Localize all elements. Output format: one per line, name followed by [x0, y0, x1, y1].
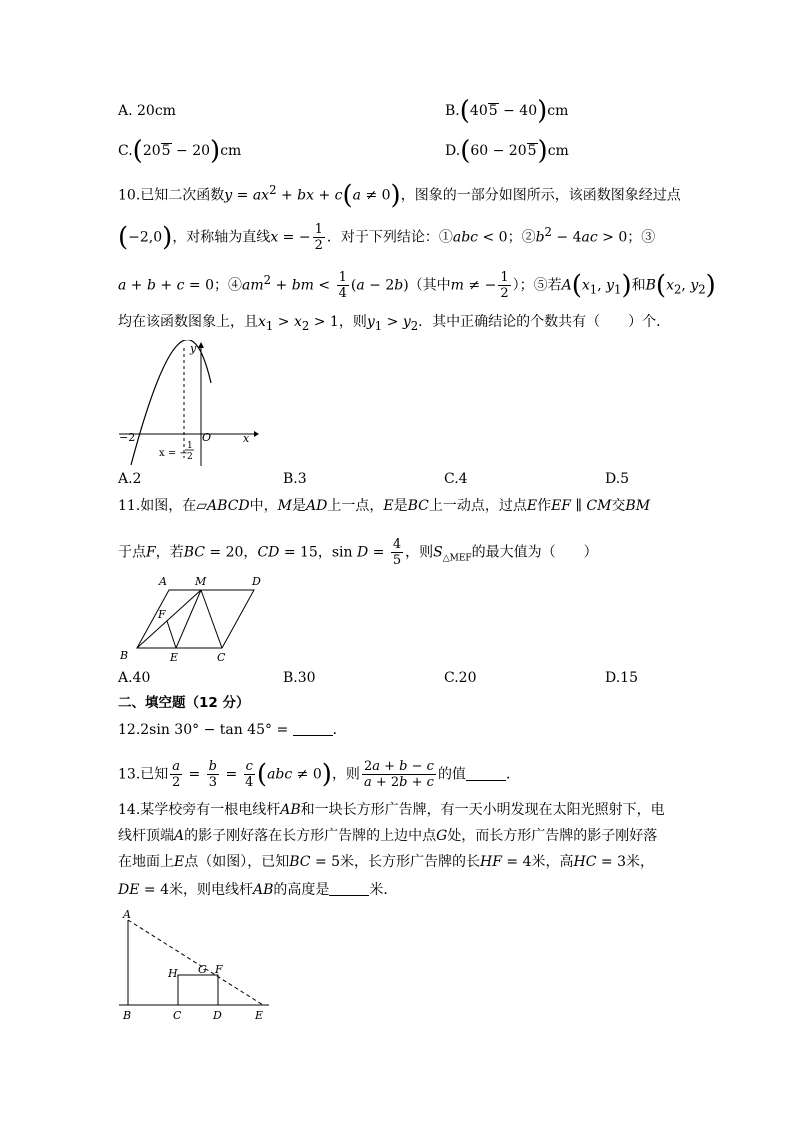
- q10-option-c: C.4: [444, 471, 468, 487]
- svg-text:F: F: [158, 608, 166, 621]
- q11-option-a: A.40: [118, 670, 151, 686]
- q14-line4: DE = 4米，则电线杆AB的高度是 米．: [118, 882, 398, 898]
- q14-line2: 线杆顶端A的影子刚好落在长方形广告牌的上边中点G处，而长方形广告牌的影子刚好落: [118, 828, 658, 844]
- y-axis-label: y: [190, 342, 197, 355]
- svg-text:F: F: [215, 963, 223, 976]
- q14-line1: 14.某学校旁有一根电线杆AB和一块长方形广告牌，有一天小明发现在太阳光照射下，电: [118, 802, 665, 818]
- q9-option-a: A. 20cm: [118, 103, 176, 119]
- svg-text:E: E: [170, 651, 179, 664]
- parallelogram-figure: [114, 572, 274, 666]
- svg-text:M: M: [195, 575, 207, 588]
- svg-text:C: C: [217, 651, 226, 664]
- q9-option-d: D.(60 − 205)cm: [445, 136, 569, 166]
- x-axis-label: x: [243, 432, 250, 445]
- svg-text:C: C: [173, 1009, 182, 1022]
- svg-text:D: D: [252, 575, 261, 588]
- svg-text:G: G: [198, 963, 207, 976]
- pole-billboard-figure: [114, 906, 274, 1022]
- q14-line3: 在地面上E点（如图），已知BC = 5米，长方形广告牌的长HF = 4米，高HC = 3米，: [118, 854, 654, 870]
- svg-text:A: A: [159, 575, 167, 588]
- q10-option-d: D.5: [605, 471, 630, 487]
- q12: 12.2sin 30° − tan 45° = ．: [118, 722, 347, 738]
- q13: 13.已知 $\frac{a}{2}$ = $\frac{b}{3}$ = $\frac{c}{4}$ (abc ≠ 0)，则 $\frac{2a + b - c}{a + 2b + c}$ 的值 ．: [118, 759, 520, 790]
- q10-line2: (−2,0)，对称轴为直线x = − $\frac{1}{2}$ ．对于下列结论：①abc < 0；$②b^2 - 4ac > 0$；③: [118, 222, 656, 254]
- q11-line1: 11.如图，在▱ABCD中，M是AD上一点，E是BC上一动点，过点E作EF ∥ CM交BM: [118, 498, 651, 514]
- q11-line2: 于点F，若BC = 20，CD = 15，sin D = $\frac{4}{5}$ ，则$S_{\triangle MEF}$的最大值为（ ）: [118, 537, 598, 568]
- parabola-figure: [114, 340, 259, 468]
- q10-line3: a + b + c = 0；$④am^2$ + bm < $\frac{1}{4}$ (a − 2b)（其中m ≠ − $\frac{1}{2}$ ）；⑤若$A(x_1$, $y_1$)和$B(x_2$, $y_2$): [118, 270, 716, 302]
- q10-line4: 均在该函数图象上，且$x_1 > x_2 > 1$，则$y_1 > y_2$．其中正确结论的个数共有（ ）个．: [118, 314, 671, 333]
- origin-label: O: [202, 431, 212, 444]
- q11-option-d: D.15: [605, 670, 638, 686]
- svg-text:H: H: [168, 967, 178, 980]
- svg-text:D: D: [213, 1009, 222, 1022]
- section-heading: 二、填空题（12 分）: [118, 695, 250, 711]
- svg-text:A: A: [123, 908, 131, 921]
- svg-text:B: B: [120, 649, 129, 662]
- neg2-label: −2: [119, 431, 136, 444]
- q10-option-a: A.2: [118, 471, 142, 487]
- svg-text:E: E: [255, 1009, 264, 1022]
- q10-option-b: B.3: [283, 471, 307, 487]
- svg-text:B: B: [123, 1009, 132, 1022]
- q9-option-b: B.(405 − 40)cm: [445, 96, 569, 126]
- axis-of-symmetry-label: x = −: [159, 448, 188, 459]
- q9-option-c: C.(205 − 20)cm: [118, 136, 242, 166]
- svg-text:2: 2: [187, 452, 193, 462]
- svg-text:1: 1: [187, 441, 193, 451]
- q11-option-c: C.20: [444, 670, 477, 686]
- q11-option-b: B.30: [283, 670, 316, 686]
- q10-line1: 10.已知二次函数$y = ax^2$ + bx + c(a ≠ 0)，图象的一部分如图所示，该函数图象经过点: [118, 180, 681, 211]
